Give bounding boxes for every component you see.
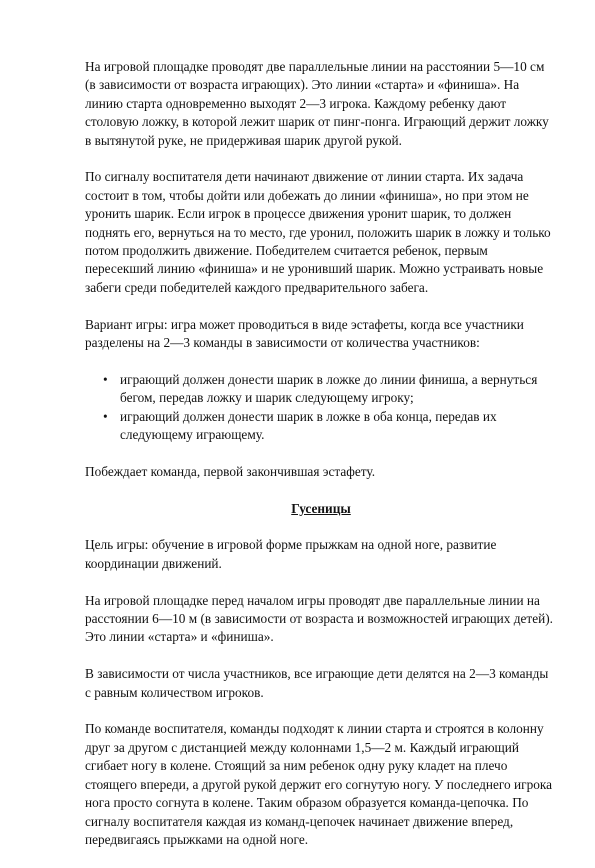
bullet-list <box>85 371 557 445</box>
paragraph: В зависимости от числа участников, все играющие дети делятся на 2—3 команды с равным количеством игроков. <box>85 666 549 700</box>
paragraph: На игровой площадке проводят две параллельные линии на расстоянии 5—10 см (в зависимости от возраста играющих). Это линии «старта» и «финиша». На линию старта одновременно выходят 2—3 игрока. Каждому ребенку дают столовую ложку, в которой лежит шарик от пинг-понга. Играющий держит ложку в вытянутой руке, не придерживая шарик другой рукой. <box>85 59 549 148</box>
section-heading: Гусеницы <box>291 500 351 516</box>
paragraph: По сигналу воспитателя дети начинают движение от линии старта. Их задача состоит в том, чтобы дойти или добежать до линии «финиша», но при этом не уронить шарик. Если игрок в процессе движения уронит шарик, то должен поднять его, вернуться на то место, где уронил, положить шарик в ложку и только потом продолжить движение. Победителем считается ребенок, первым пересекший линию «финиша» и не уронивший шарик. Можно устраивать новые забеги среди победителей каждого предварительного забега. <box>85 169 551 295</box>
list-item <box>85 371 557 408</box>
list-item-text: играющий должен донести шарик в ложке до линии финиша, а вернуться бегом, передав ложку и шарик следующему игроку; <box>120 371 538 406</box>
paragraph: По команде воспитателя, команды подходят к линии старта и строятся в колонну друг за другом с дистанцией между колоннами 1,5—2 м. Каждый играющий сгибает ногу в колене. Стоящий за ним ребенок одну руку кладет на плечо стоящего впереди, а другой рукой держит его согнутую ногу. У последнего игрока нога просто согнута в колене. Таким образом образуется команда-цепочка. По сигналу воспитателя каждая из команд-цепочек начинает движение вперед, передвигаясь прыжками на одной ноге. <box>85 721 553 847</box>
list-item-text: играющий должен донести шарик в ложке в оба конца, передав их следующему играющему. <box>120 408 497 443</box>
paragraph: Побеждает команда, первой закончившая эстафету. <box>85 463 376 479</box>
paragraph: Вариант игры: игра может проводиться в виде эстафеты, когда все участники разделены на 2—3 команды в зависимости от количества участников: <box>85 316 524 351</box>
paragraph: На игровой площадке перед началом игры проводят две параллельные линии на расстоянии 6—10 м (в зависимости от возраста и возможностей играющих детей). Это линии «старта» и «финиша». <box>85 592 554 645</box>
paragraph: Цель игры: обучение в игровой форме прыжкам на одной ноге, развитие координации движений. <box>85 537 497 571</box>
bullet-icon: • <box>103 371 108 387</box>
bullet-icon: • <box>103 408 108 424</box>
list-item <box>85 408 557 445</box>
document-page <box>85 58 557 868</box>
